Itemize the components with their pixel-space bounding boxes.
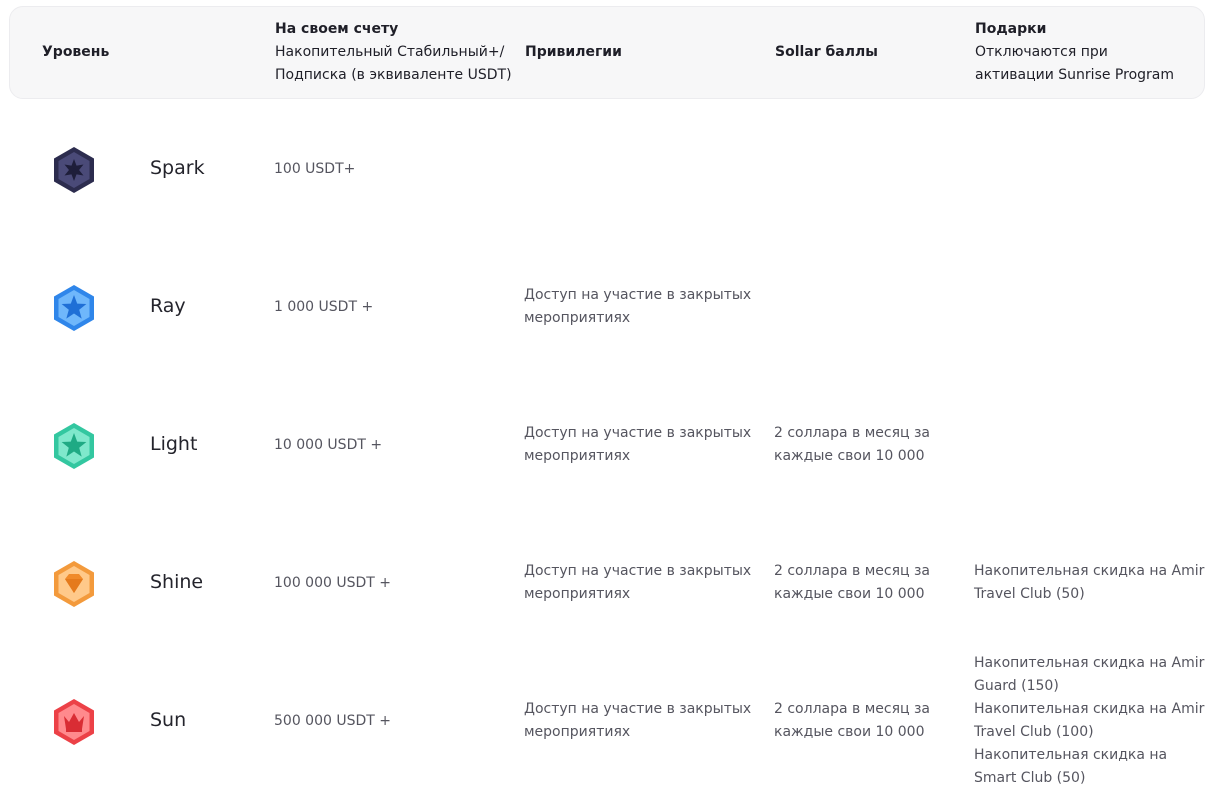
header-gifts-line2: активации Sunrise Program [975, 67, 1175, 83]
table-row [0, 652, 1215, 790]
level-name: Sun [150, 709, 187, 731]
privilege-line: Доступ на участие в закрытых [524, 563, 752, 579]
privilege-line: мероприятиях [524, 724, 631, 740]
level-balance: 500 000 USDT + [274, 713, 391, 729]
spark-badge-icon [52, 146, 96, 194]
table-row [0, 100, 1215, 238]
ray-badge-icon [52, 284, 96, 332]
gift-line: Накопительная скидка на Amir [974, 701, 1205, 717]
level-name: Shine [150, 571, 204, 593]
level-gifts [974, 652, 1204, 790]
sun-badge-icon [52, 698, 96, 746]
points-line: 2 соллара в месяц за [774, 425, 931, 441]
table-row [0, 376, 1215, 514]
gift-line: Travel Club (100) [974, 724, 1094, 740]
header-gifts-title: Подарки [975, 21, 1047, 37]
shine-badge-icon [52, 560, 96, 608]
points-line: 2 соллара в месяц за [774, 701, 931, 717]
level-name: Light [150, 433, 198, 455]
header-gifts [975, 18, 1174, 87]
header-level: Уровень [42, 44, 110, 60]
level-gifts [974, 560, 1204, 606]
header-balance-title: На своем счету [275, 21, 399, 37]
gift-line: Накопительная скидка на Amir [974, 563, 1205, 579]
header-balance-line2: Подписка (в эквиваленте USDT) [275, 67, 512, 83]
header-balance [275, 18, 512, 87]
level-balance: 100 USDT+ [274, 161, 356, 177]
privilege-line: мероприятиях [524, 448, 631, 464]
header-balance-line1: Накопительный Стабильный+/ [275, 44, 505, 60]
header-privileges: Привилегии [525, 44, 622, 60]
gift-line: Накопительная скидка на Amir [974, 655, 1205, 671]
points-line: каждые свои 10 000 [774, 448, 925, 464]
privilege-line: Доступ на участие в закрытых [524, 701, 752, 717]
level-balance: 1 000 USDT + [274, 299, 374, 315]
gift-line: Накопительная скидка на [974, 747, 1168, 763]
level-balance: 10 000 USDT + [274, 437, 383, 453]
level-name: Ray [150, 295, 186, 317]
gift-line: Travel Club (50) [974, 586, 1085, 602]
level-points [774, 560, 930, 606]
level-privileges [524, 698, 751, 744]
table-row [0, 238, 1215, 376]
privilege-line: мероприятиях [524, 310, 631, 326]
level-privileges [524, 560, 751, 606]
level-privileges [524, 422, 751, 468]
privilege-line: Доступ на участие в закрытых [524, 287, 752, 303]
level-points [774, 422, 930, 468]
privilege-line: мероприятиях [524, 586, 631, 602]
level-balance: 100 000 USDT + [274, 575, 391, 591]
gift-line: Smart Club (50) [974, 770, 1086, 786]
level-privileges [524, 284, 751, 330]
table-header [9, 6, 1205, 99]
table-row [0, 514, 1215, 652]
level-name: Spark [150, 157, 205, 179]
points-line: 2 соллара в месяц за [774, 563, 931, 579]
points-line: каждые свои 10 000 [774, 724, 925, 740]
gift-line: Guard (150) [974, 678, 1059, 694]
header-gifts-line1: Отключаются при [975, 44, 1108, 60]
level-points [774, 698, 930, 744]
privilege-line: Доступ на участие в закрытых [524, 425, 752, 441]
light-badge-icon [52, 422, 96, 470]
header-points: Sollar баллы [775, 44, 878, 60]
points-line: каждые свои 10 000 [774, 586, 925, 602]
